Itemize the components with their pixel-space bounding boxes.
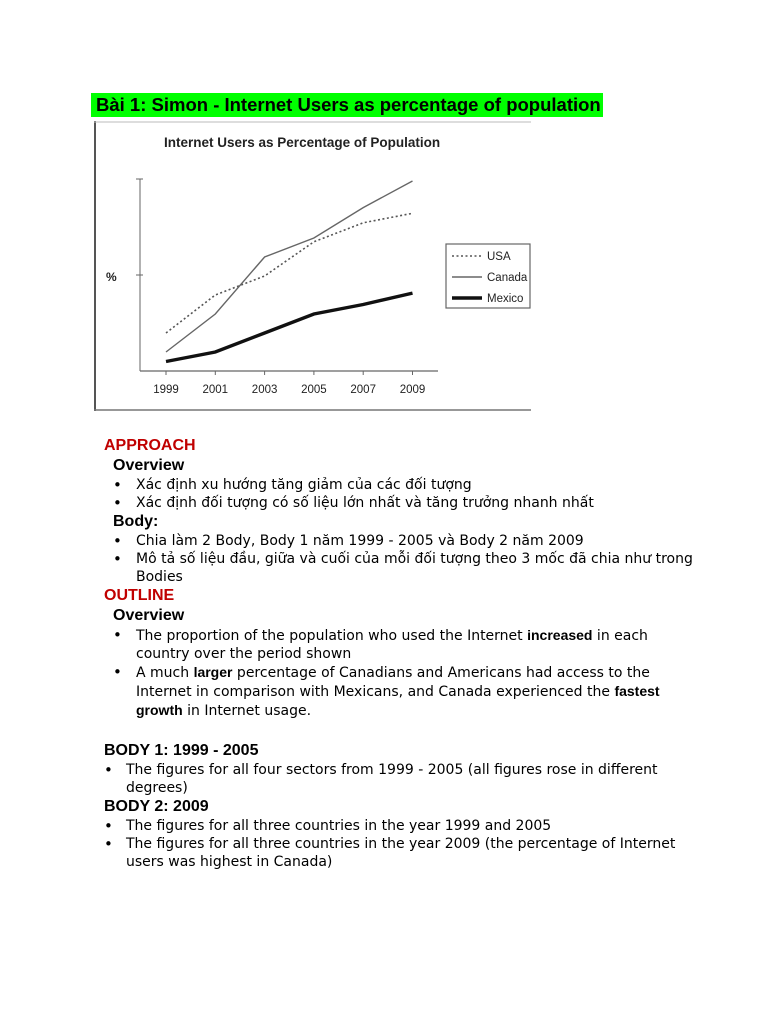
approach-heading: APPROACH — [104, 437, 196, 454]
outline-heading: OUTLINE — [104, 587, 175, 604]
approach-overview-list — [104, 476, 704, 512]
list-item: • Xác định đối tượng có số liệu lớn nhất và tăng trưởng nhanh nhất — [104, 494, 704, 512]
list-item: • Xác định xu hướng tăng giảm của các đối tượng — [104, 476, 704, 494]
outline-overview-list — [104, 626, 704, 720]
list-item: • Chia làm 2 Body, Body 1 năm 1999 - 2005 và Body 2 năm 2009 — [104, 532, 704, 550]
x-tick-label: 2005 — [301, 384, 327, 396]
body1-heading: BODY 1: 1999 - 2005 — [104, 742, 259, 759]
line-chart — [94, 121, 531, 411]
x-tick-label: 1999 — [153, 384, 179, 396]
series-line-canada — [166, 181, 413, 352]
chart-title: Internet Users as Percentage of Population — [164, 135, 441, 150]
text: percentage of Canadians and Americans had access to the Internet in comparison with Mexicans, and Canada experienced the — [136, 665, 650, 700]
list-item: • The figures for all three countries in the year 1999 and 2005 — [104, 817, 704, 835]
list-item: • Mô tả số liệu đầu, giữa và cuối của mỗi đối tượng theo 3 mốc đã chia như trong Bodies — [104, 550, 704, 586]
bold-text: fastest growth — [136, 683, 660, 718]
approach-overview-heading: Overview — [113, 457, 185, 474]
x-tick-label: 2007 — [350, 384, 376, 396]
text: A much — [136, 665, 194, 681]
text: The proportion of the population who used the Internet — [136, 628, 528, 644]
text: in Internet usage. — [182, 703, 312, 719]
legend-label: Mexico — [487, 293, 524, 305]
list-item — [104, 663, 704, 720]
x-tick-label: 2003 — [251, 384, 278, 396]
body1-list — [104, 761, 704, 797]
approach-body-list — [104, 532, 704, 586]
bold-text: larger — [193, 664, 233, 680]
list-item: • The figures for all three countries in the year 2009 (the percentage of Internet users was highest in Canada) — [104, 835, 704, 871]
chart-svg — [94, 121, 531, 411]
list-item: • The figures for all four sectors from 1999 - 2005 (all figures rose in different degrees) — [104, 761, 704, 797]
page-title: Bài 1: Simon - Internet Users as percentage of population — [91, 93, 603, 117]
x-tick-label: 2001 — [202, 384, 229, 396]
bold-text: increased — [527, 627, 593, 643]
series-line-mexico — [166, 293, 413, 361]
outline-overview-heading: Overview — [113, 607, 185, 624]
legend-label: Canada — [487, 272, 528, 284]
body2-list — [104, 817, 704, 871]
legend-label: USA — [487, 251, 511, 263]
content — [104, 436, 704, 871]
text: in each country over the period shown — [136, 628, 648, 662]
series-line-usa — [166, 213, 413, 333]
list-item — [104, 626, 704, 663]
x-tick-label: 2009 — [399, 384, 426, 396]
body2-heading: BODY 2: 2009 — [104, 798, 209, 815]
spacer — [104, 720, 704, 741]
y-axis-label: % — [106, 270, 117, 284]
approach-body-heading: Body: — [113, 513, 159, 530]
